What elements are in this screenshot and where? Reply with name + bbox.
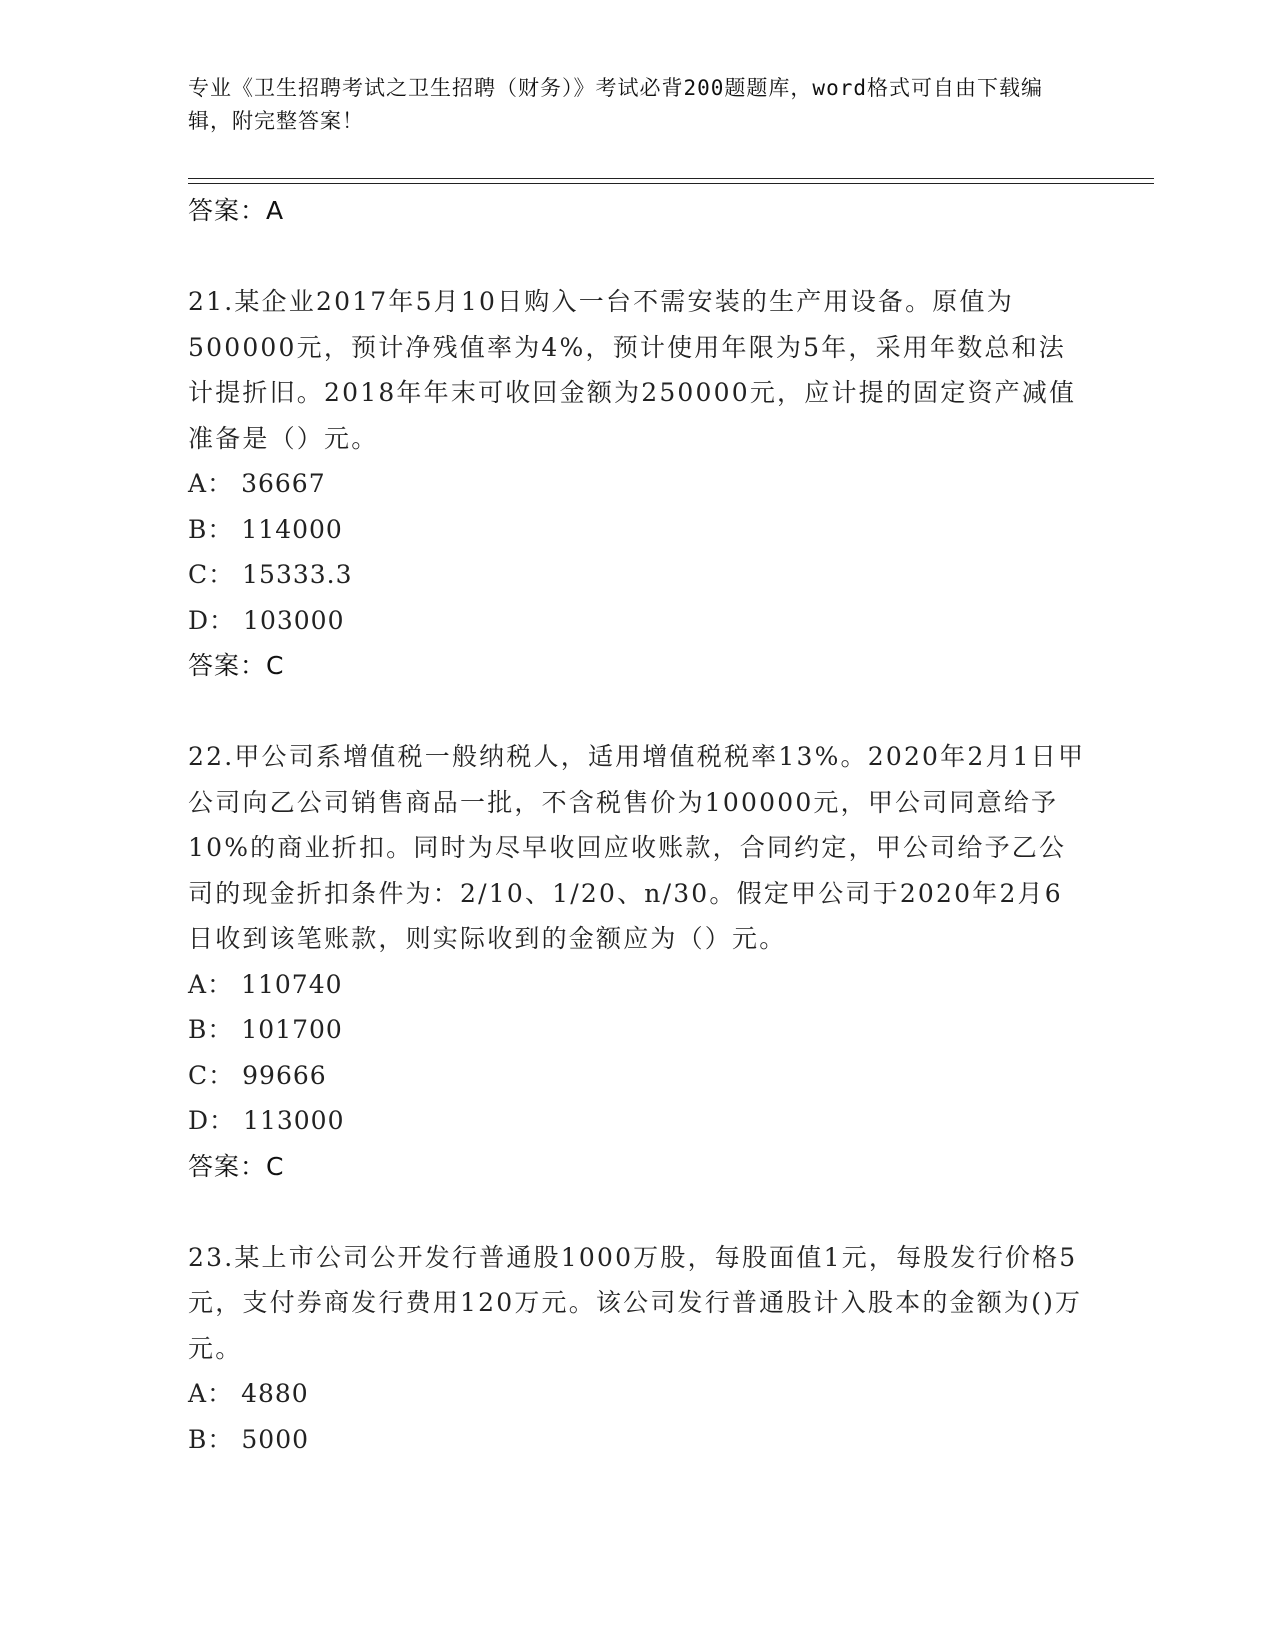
option-separator: ：: [207, 969, 234, 999]
header-divider-top: [188, 178, 1154, 179]
option-d: [188, 1098, 1088, 1144]
document-body: [188, 188, 1088, 1462]
answer-line: 答案：C: [188, 1151, 285, 1181]
question-block: [188, 279, 1088, 689]
question-stem: 22.甲公司系增值税一般纳税人，适用增值税税率13%。2020年2月1日甲公司向乙公司销售商品一批，不含税售价为100000元，甲公司同意给予10%的商业折扣。同时为尽早收回应收账款，合同约定，甲公司给予乙公司的现金折扣条件为：2/10、1/20、n/30。假定甲公司于2020年2月6日收到该笔账款，则实际收到的金额应为（）元。: [188, 742, 1086, 953]
option-value: 15333.3: [242, 560, 353, 589]
option-letter: A: [188, 1379, 208, 1408]
question-block: [188, 1235, 1088, 1463]
option-separator: ：: [207, 514, 234, 544]
option-letter: B: [188, 1015, 208, 1044]
option-c: [188, 552, 1088, 598]
option-separator: ：: [207, 1015, 234, 1044]
option-separator: ：: [209, 605, 236, 635]
option-letter: C: [188, 1060, 209, 1090]
option-letter: C: [188, 560, 209, 589]
answer-line: 答案：A: [188, 196, 285, 225]
question-stem: 23.某上市公司公开发行普通股1000万股，每股面值1元，每股发行价格5元，支付券商发行费用120万元。该公司发行普通股计入股本的金额为()万元。: [188, 1242, 1083, 1363]
question-block: [188, 734, 1088, 1190]
option-b: [188, 1417, 1088, 1463]
question-stem: 21.某企业2017年5月10日购入一台不需安装的生产用设备。原值为500000元，预计净残值率为4%，预计使用年限为5年，采用年数总和法计提折旧。2018年年末可收回金额为250000元，应计提的固定资产减值准备是（）元。: [188, 287, 1077, 453]
option-a: [188, 461, 1088, 507]
option-a: [188, 1371, 1088, 1417]
option-value: 101700: [241, 1015, 343, 1044]
option-separator: ：: [208, 1060, 235, 1090]
option-b: [188, 507, 1088, 553]
option-value: 5000: [241, 1424, 310, 1454]
option-letter: B: [188, 514, 208, 544]
option-c: [188, 1053, 1088, 1099]
option-value: 99666: [242, 1060, 327, 1090]
option-b: [188, 1007, 1088, 1053]
option-letter: A: [188, 469, 208, 498]
document-header: 专业《卫生招聘考试之卫生招聘（财务）》考试必背200题题库，word格式可自由下载编辑，附完整答案！: [188, 76, 1043, 133]
option-value: 4880: [241, 1379, 309, 1408]
option-separator: ：: [208, 560, 235, 589]
option-separator: ：: [207, 469, 234, 498]
option-value: 103000: [243, 605, 345, 635]
header-divider-bottom: [188, 183, 1154, 184]
option-value: 114000: [241, 514, 343, 544]
option-a: [188, 962, 1088, 1008]
option-d: [188, 598, 1088, 644]
option-letter: D: [188, 1106, 210, 1135]
option-letter: D: [188, 605, 210, 635]
option-value: 110740: [241, 969, 343, 999]
option-separator: ：: [207, 1379, 234, 1408]
option-separator: ：: [209, 1106, 236, 1135]
option-letter: A: [188, 969, 208, 999]
option-value: 36667: [241, 469, 326, 498]
answer-line: 答案：C: [188, 651, 285, 680]
option-value: 113000: [243, 1106, 345, 1135]
option-separator: ：: [207, 1424, 234, 1454]
option-letter: B: [188, 1424, 208, 1454]
